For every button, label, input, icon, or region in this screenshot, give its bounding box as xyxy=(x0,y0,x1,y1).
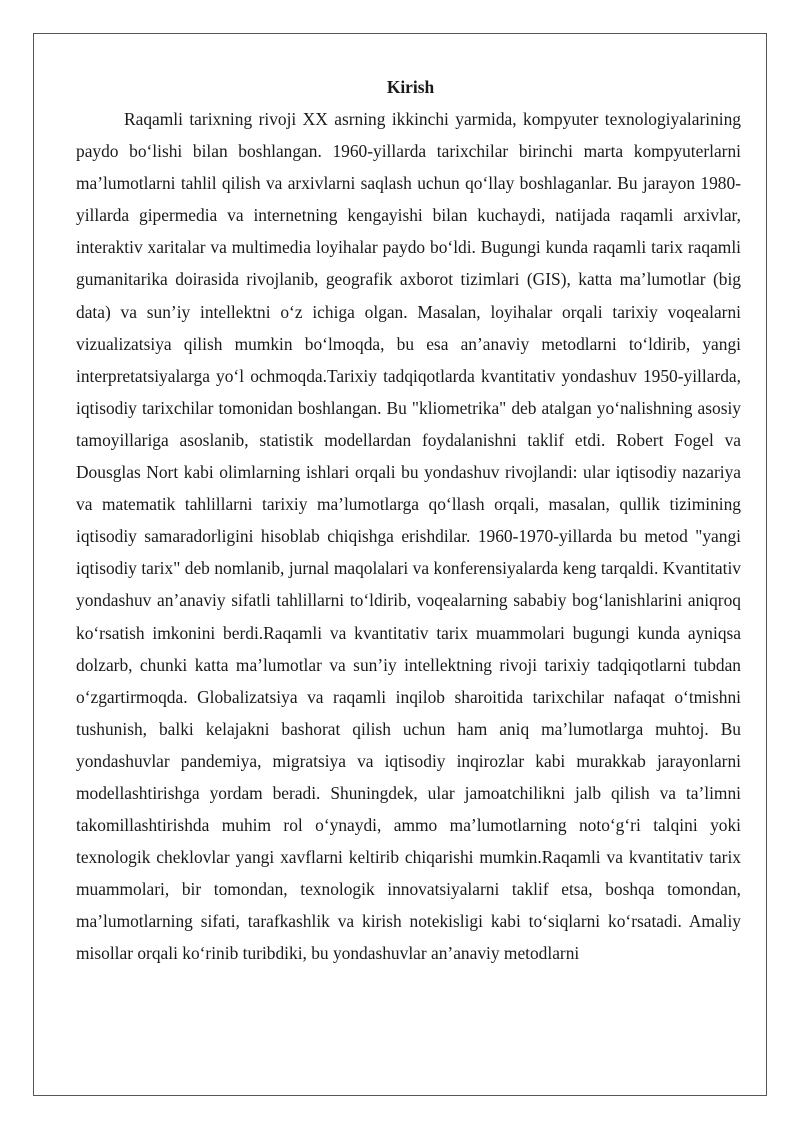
document-body xyxy=(76,71,741,970)
body-paragraph: Raqamli tarixning rivoji XX asrning ikkinchi yarmida, kompyuter texnologiyalarining paydo bo‘lishi bilan boshlangan. 1960-yillarda tarixchilar birinchi marta kompyuterlarni ma’lumotlarni tahlil qilish va arxivlarni saqlash uchun qo‘llay boshlaganlar. Bu jarayon 1980-yillarda gipermedia va internetning kengayishi bilan kuchaydi, natijada raqamli arxivlar, interaktiv xaritalar va multimedia loyihalar paydo bo‘ldi. Bugungi kunda raqamli tarix raqamli gumanitarika doirasida rivojlanib, geografik axborot tizimlari (GIS), katta ma’lumotlar (big data) va sun’iy intellektni o‘z ichiga olgan. Masalan, loyihalar orqali tarixiy voqealarni vizualizatsiya qilish mumkin bo‘lmoqda, bu esa an’anaviy metodlarni to‘ldirib, yangi interpretatsiyalarga yo‘l ochmoqda.Tarixiy tadqiqotlarda kvantitativ yondashuv 1950-yillarda, iqtisodiy tarixchilar tomonidan boshlangan. Bu "kliometrika" deb atalgan yo‘nalishning asosiy tamoyillariga asoslanib, statistik modellardan foydalanishni taklif etdi. Robert Fogel va Dousglas Nort kabi olimlarning ishlari orqali bu yondashuv rivojlandi: ular iqtisodiy nazariya va matematik tahlillarni tarixiy ma’lumotlarga qo‘llash orqali, masalan, qullik tizimining iqtisodiy samaradorligini hisoblab chiqishga erishdilar. 1960-1970-yillarda bu metod "yangi iqtisodiy tarix" deb nomlanib, jurnal maqolalari va konferensiyalarda keng tarqaldi. Kvantitativ yondashuv an’anaviy sifatli tahlillarni to‘ldirib, voqealarning sababiy bog‘lanishlarini aniqroq ko‘rsatish imkonini berdi.Raqamli va kvantitativ tarix muammolari bugungi kunda ayniqsa dolzarb, chunki katta ma’lumotlar va sun’iy intellektning rivoji tarixiy tadqiqotlarni tubdan o‘zgartirmoqda. Globalizatsiya va raqamli inqilob sharoitida tarixchilar nafaqat o‘tmishni tushunish, balki kelajakni bashorat qilish uchun ham aniq ma’lumotlarga muhtoj. Bu yondashuvlar pandemiya, migratsiya va iqtisodiy inqirozlar kabi murakkab jarayonlarni modellashtirishga yordam beradi. Shuningdek, ular jamoatchilikni jalb qilish va ta’limni takomillashtirishda muhim rol o‘ynaydi, ammo ma’lumotlarning noto‘g‘ri talqini yoki texnologik cheklovlar yangi xavflarni keltirib chiqarishi mumkin.Raqamli va kvantitativ tarix muammolari, bir tomondan, texnologik innovatsiyalarni taklif etsa, boshqa tomondan, ma’lumotlarning sifati, tarafkashlik va kirish notekisligi kabi to‘siqlarni ko‘rsatadi. Amaliy misollar orqali ko‘rinib turibdiki, bu yondashuvlar an’anaviy metodlarni xyxy=(76,109,741,964)
section-title: Kirish xyxy=(386,77,435,97)
